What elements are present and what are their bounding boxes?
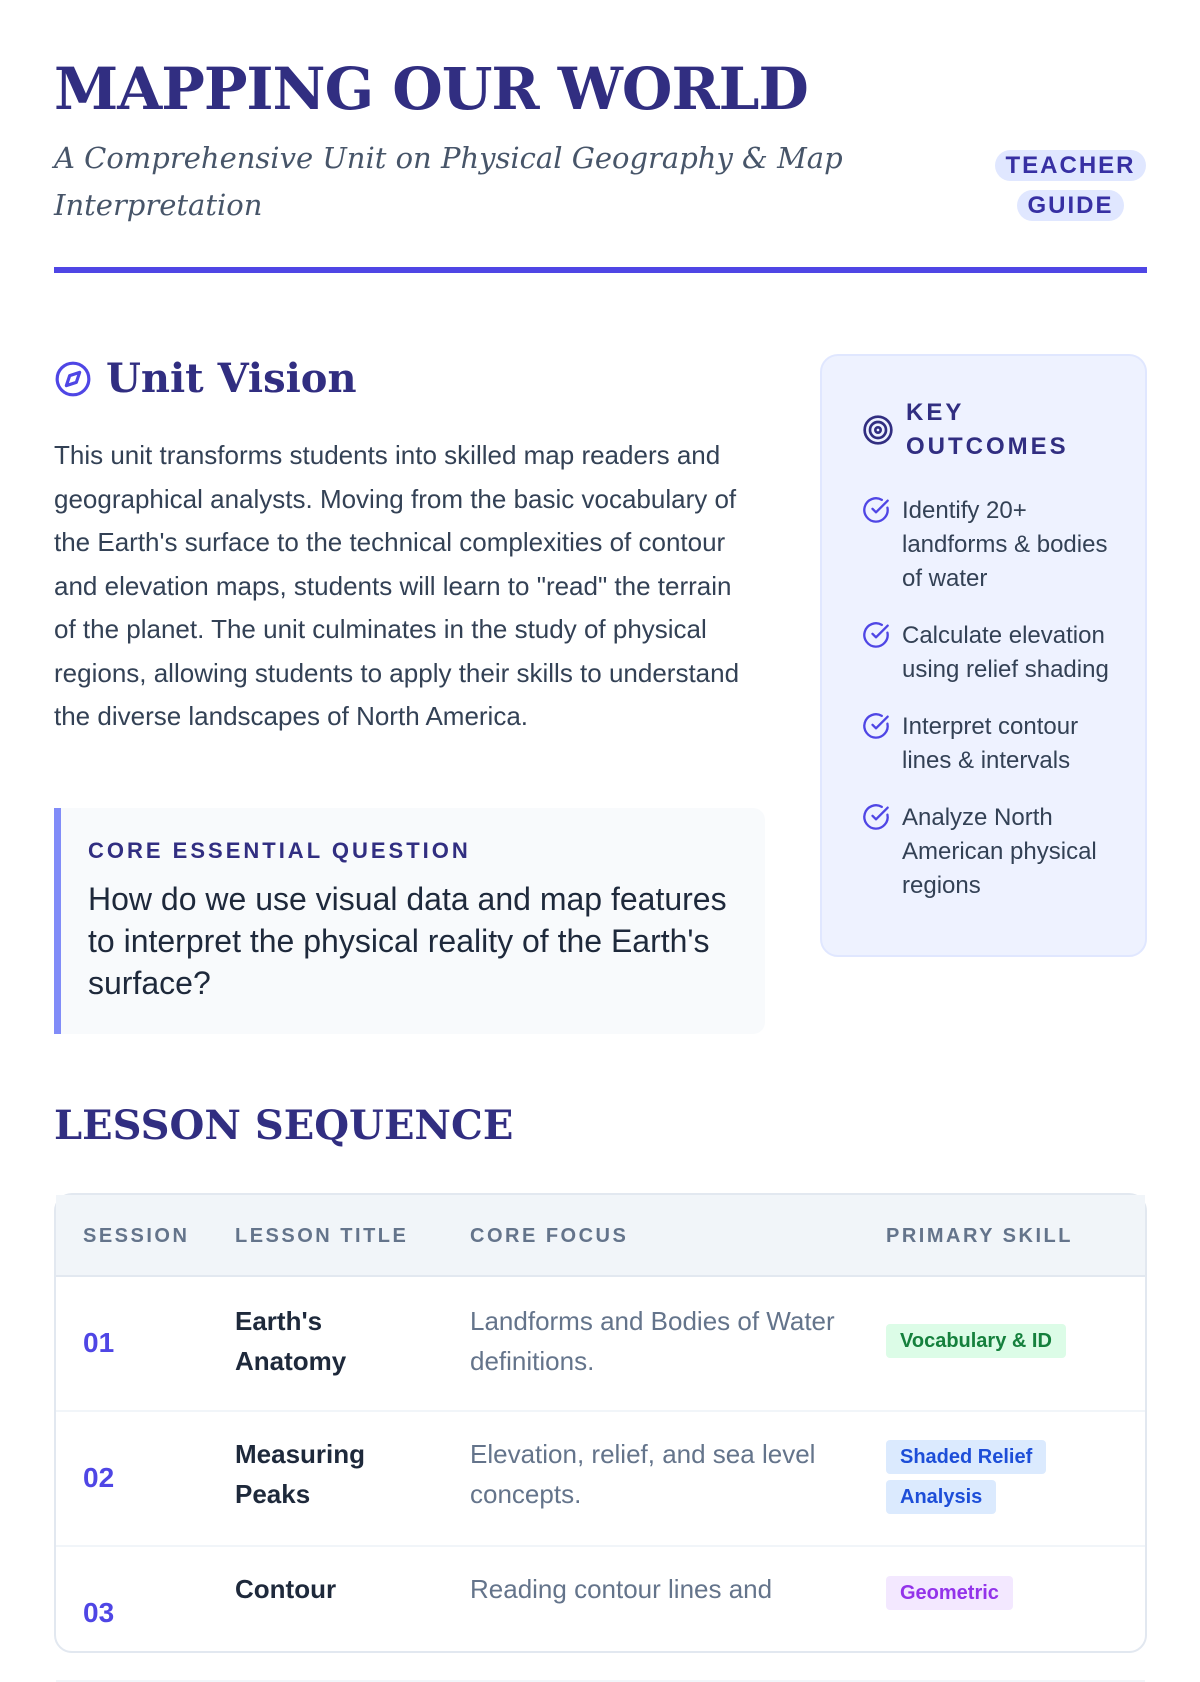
key-outcomes-heading bbox=[862, 396, 1125, 464]
lesson-focus: Reading contour lines and bbox=[470, 1574, 773, 1604]
lesson-focus: Landforms and Bodies of Water definitions. bbox=[470, 1306, 835, 1376]
skill-tag-label: Shaded Relief Analysis bbox=[886, 1440, 1046, 1514]
essential-question-label: CORE ESSENTIAL QUESTION bbox=[88, 838, 471, 863]
essential-question-text: How do we use visual data and map features to interpret the physical reality of the Earth's surface? bbox=[88, 881, 727, 1001]
check-circle-icon bbox=[862, 621, 890, 649]
skill-tag bbox=[886, 1437, 1086, 1517]
outcome-item bbox=[862, 801, 1125, 903]
table-header bbox=[56, 1195, 1145, 1277]
lesson-title: Measuring Peaks bbox=[235, 1439, 366, 1509]
target-icon bbox=[862, 414, 894, 446]
badge-label: TEACHER GUIDE bbox=[995, 150, 1145, 221]
check-circle-icon bbox=[862, 803, 890, 831]
skill-tag-label: Geometric bbox=[886, 1576, 1013, 1610]
unit-vision-heading bbox=[54, 355, 357, 402]
column-header-core-focus: CORE FOCUS bbox=[470, 1225, 629, 1247]
teacher-guide-badge bbox=[994, 146, 1147, 226]
outcome-text: Interpret contour lines & intervals bbox=[902, 713, 1079, 774]
session-number: 03 bbox=[83, 1597, 115, 1628]
lesson-focus: Elevation, relief, and sea level concepts. bbox=[470, 1439, 816, 1509]
outcome-item bbox=[862, 710, 1125, 778]
outcome-item bbox=[862, 619, 1125, 687]
table-row bbox=[56, 1277, 1145, 1412]
key-outcomes-title: KEY OUTCOMES bbox=[906, 399, 1069, 460]
skill-tag bbox=[886, 1321, 1086, 1361]
compass-icon bbox=[54, 360, 92, 398]
skill-tag bbox=[886, 1573, 1086, 1613]
outcome-text: Calculate elevation using relief shading bbox=[902, 622, 1109, 683]
outcome-text: Identify 20+ landforms & bodies of water bbox=[902, 497, 1108, 592]
outcome-text: Analyze North American physical regions bbox=[902, 804, 1097, 899]
table-row bbox=[56, 1412, 1145, 1547]
outcome-item bbox=[862, 494, 1125, 596]
check-circle-icon bbox=[862, 496, 890, 524]
outcomes-list bbox=[862, 494, 1125, 903]
session-number: 01 bbox=[83, 1327, 115, 1358]
header-divider bbox=[54, 267, 1147, 273]
check-circle-icon bbox=[862, 712, 890, 740]
unit-vision-body: This unit transforms students into skilled map readers and geographical analysts. Moving from the basic vocabulary of the Earth's surface to the technical complexities of contour and elevation maps, students will learn to "read" the terrain of the planet. The unit culminates in the study of physical regions, allowing students to apply their skills to understand the diverse landscapes of North America. bbox=[54, 440, 740, 731]
column-header-session: SESSION bbox=[83, 1225, 190, 1247]
table-row bbox=[56, 1547, 1145, 1682]
session-number: 02 bbox=[83, 1462, 115, 1493]
page-subtitle: A Comprehensive Unit on Physical Geography & Map Interpretation bbox=[54, 141, 843, 222]
column-header-lesson-title: LESSON TITLE bbox=[235, 1225, 409, 1247]
key-outcomes-panel bbox=[820, 354, 1147, 957]
essential-question-card bbox=[54, 808, 765, 1034]
unit-vision-title: Unit Vision bbox=[106, 355, 357, 402]
column-header-primary-skill: PRIMARY SKILL bbox=[886, 1225, 1073, 1247]
skill-tag-label: Vocabulary & ID bbox=[886, 1324, 1066, 1358]
lesson-title: Earth's Anatomy bbox=[235, 1306, 347, 1376]
page-title: MAPPING OUR WORLD bbox=[54, 55, 808, 123]
lesson-table bbox=[54, 1193, 1147, 1653]
lesson-sequence-title: LESSON SEQUENCE bbox=[54, 1102, 514, 1149]
lesson-title: Contour bbox=[235, 1574, 337, 1604]
